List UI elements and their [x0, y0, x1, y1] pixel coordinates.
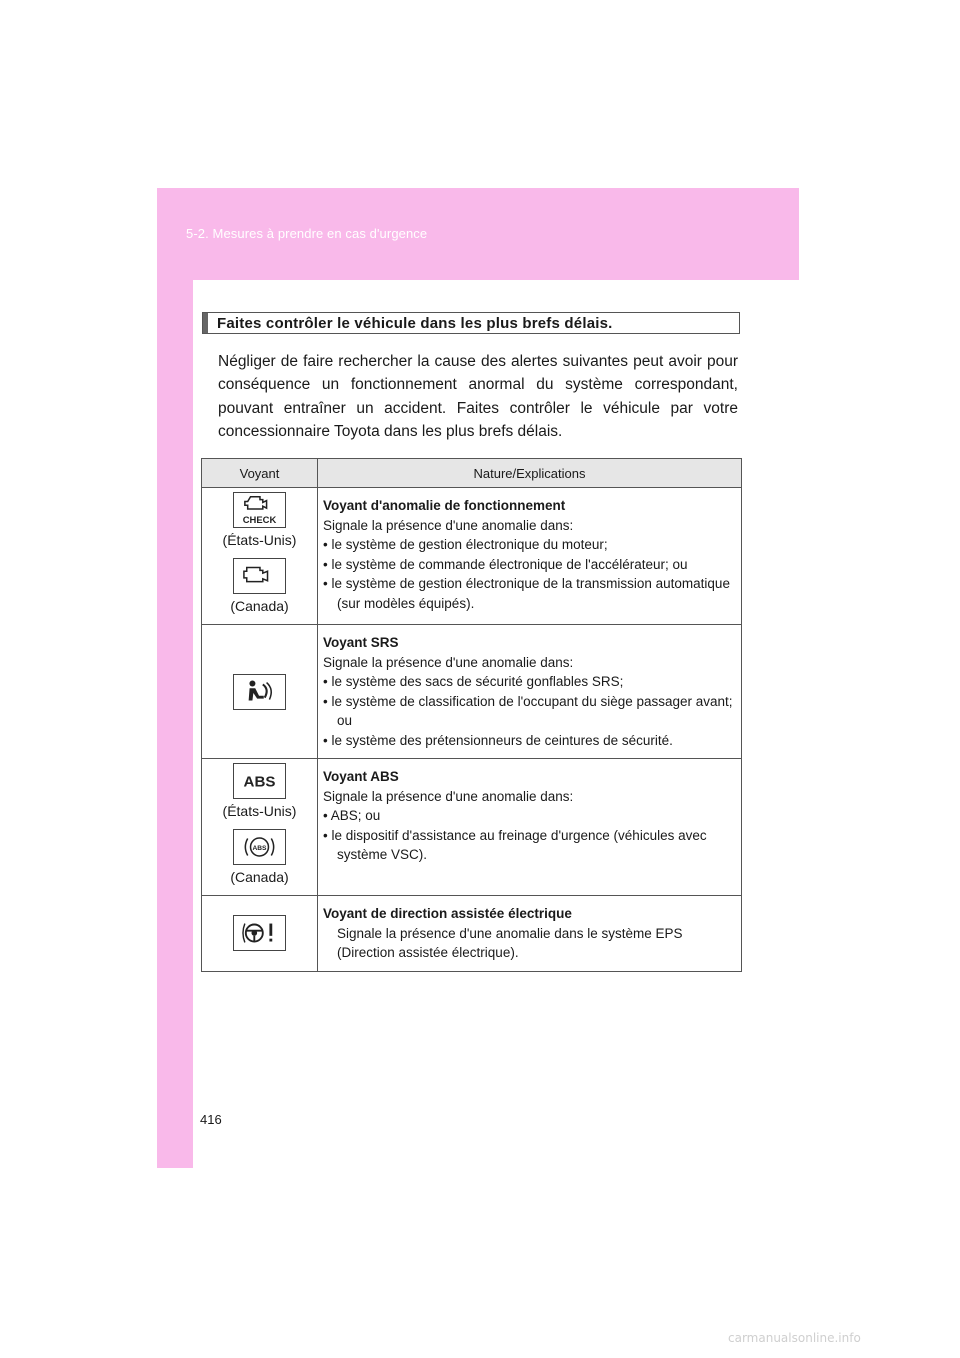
row-line: Signale la présence d'une anomalie dans:	[323, 654, 574, 670]
icon-cell	[202, 896, 318, 972]
watermark: carmanualsonline.info	[728, 1331, 861, 1345]
row-title: Voyant de direction assistée électrique	[323, 906, 572, 921]
row-bullet: • le dispositif d'assistance au freinage d'urgence (véhicules avec système VSC).	[323, 827, 707, 862]
row-bullet: • le système de commande électronique de l'accélérateur; ou	[323, 556, 688, 572]
section-label: 5-2. Mesures à prendre en cas d'urgence	[186, 226, 428, 241]
side-strip	[157, 188, 193, 1168]
row-bullet: • le système de gestion électronique de la transmission automatique (sur modèles équipés).	[323, 576, 730, 611]
row-bullet: • le système de classification de l'occupant du siège passager avant; ou	[323, 693, 733, 728]
table-row	[202, 625, 742, 759]
description-cell	[318, 896, 742, 972]
row-bullet: • le système des prétensionneurs de ceintures de sécurité.	[323, 732, 673, 748]
abs-icon-text: ABS	[243, 773, 276, 791]
row-bullet: • le système des sacs de sécurité gonflables SRS;	[323, 674, 624, 689]
warning-lights-table	[201, 458, 742, 972]
heading-text: Faites contrôler le véhicule dans les plus brefs délais.	[217, 315, 613, 332]
icon-label: (États-Unis)	[222, 803, 297, 819]
header-voyant: Voyant	[202, 459, 318, 488]
icon-cell	[202, 759, 318, 896]
icon-label: (Canada)	[230, 598, 289, 614]
table-row	[202, 759, 742, 896]
icon-cell	[202, 625, 318, 759]
table-row	[202, 896, 742, 972]
icon-label: (États-Unis)	[222, 532, 297, 548]
eps-steering-warning-icon	[233, 915, 286, 951]
check-engine-icon	[233, 492, 286, 528]
row-bullet: • ABS; ou	[323, 808, 381, 823]
section-heading	[202, 312, 740, 334]
description-cell	[318, 759, 742, 896]
icon-cell	[202, 488, 318, 625]
abs-circle-icon	[233, 829, 286, 865]
row-title: Voyant d'anomalie de fonctionnement	[323, 498, 566, 513]
table-header-row	[202, 459, 742, 488]
description-cell	[318, 488, 742, 625]
row-bullet: • le système de gestion électronique du moteur;	[323, 537, 608, 552]
row-line: Signale la présence d'une anomalie dans:	[323, 517, 574, 533]
row-title: Voyant ABS	[323, 769, 399, 784]
srs-airbag-icon	[233, 674, 286, 710]
abs-text-icon	[233, 763, 286, 799]
intro-paragraph: Négliger de faire rechercher la cause des alertes suivantes peut avoir pour conséquence un fonctionnement anormal du système correspondant, pouvant entraîner un accident. Faites contrôler le véhicule par votre concessionnaire Toyota dans les plus brefs délais.	[218, 353, 738, 440]
row-line: Signale la présence d'une anomalie dans le système EPS (Direction assistée électrique).	[337, 925, 683, 960]
page-number: 416	[200, 1112, 222, 1127]
check-icon-text: CHECK	[242, 515, 277, 527]
engine-icon	[233, 558, 286, 594]
heading-bar	[203, 313, 208, 333]
icon-label: (Canada)	[230, 869, 289, 885]
table-row	[202, 488, 742, 625]
description-cell	[318, 625, 742, 759]
row-line: Signale la présence d'une anomalie dans:	[323, 788, 574, 804]
row-title: Voyant SRS	[323, 635, 399, 650]
abs-circle-text: ABS	[252, 844, 267, 852]
header-nature: Nature/Explications	[318, 459, 742, 488]
